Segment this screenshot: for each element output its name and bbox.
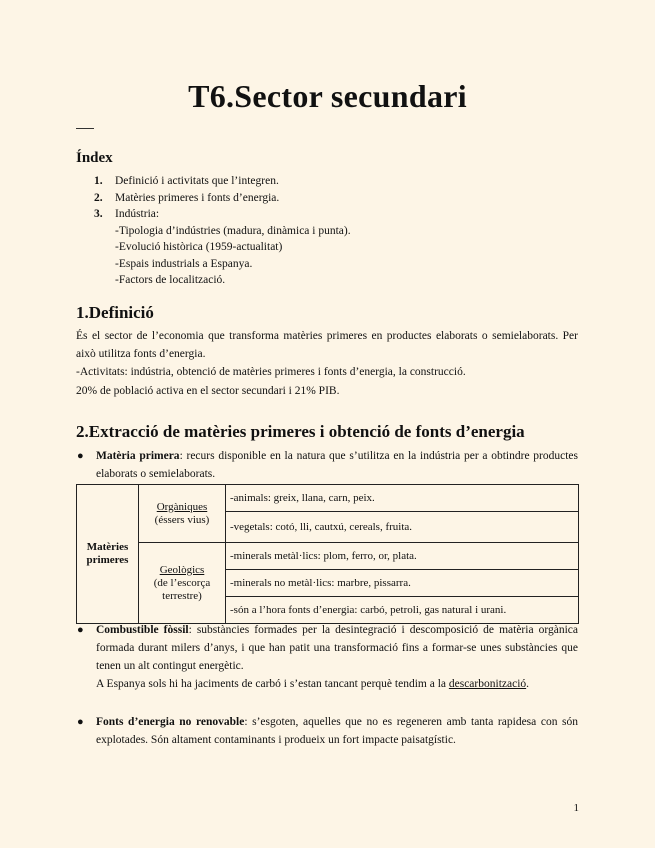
bullet-text: : recurs disponible en la natura que s’utilitza en la indústria per a obtindre productes elaborats o semielaborats. [96, 450, 578, 480]
activities-paragraph: -Activitats: indústria, obtenció de matèries primeres i fonts d’energia, la construcció. [76, 366, 466, 378]
definition-paragraph: És el sector de l’economia que transforma matèries primeres en productes elaborats o semielaborats. Per això utilitza fonts d’energia. [76, 330, 578, 360]
index-subitem: -Espais industrials a Espanya. [115, 257, 253, 270]
geologic-label: Geològics [159, 563, 205, 576]
bullet-icon: ● [77, 624, 84, 636]
bullet-text: : s’esgoten, aquelles que no es regeneren amb tanta rapidesa con són explotades. Són altament contaminants i produeix un fort impacte paisatgístic. [96, 716, 578, 746]
section-1-heading: 1.Definició [76, 303, 154, 322]
index-item-number: 3. [94, 208, 103, 220]
index-item-text: Definició i activitats que l’integren. [115, 175, 279, 187]
title-divider [76, 128, 94, 129]
index-heading: Índex [76, 150, 113, 166]
bullet-icon: ● [77, 450, 84, 462]
index-item-number: 1. [94, 175, 103, 187]
bullet-term: Matèria primera [96, 450, 180, 462]
bullet-text: : substàncies formades per la desintegració i descomposició de matèria orgànica formada durant milers d’anys, i que han patit una transformació fins a formar-se unes substàncies que tenen un alt contingut energètic. [96, 624, 578, 672]
table-subcategory-organic [139, 485, 226, 543]
index-subitem: -Tipologia d’indústries (madura, dinàmica i punta). [115, 224, 351, 237]
index-item-text: Indústria: [115, 208, 160, 220]
index-item-number: 2. [94, 191, 103, 204]
index-item [94, 173, 351, 190]
bullet-term: Combustible fòssil [96, 624, 189, 636]
bullet-fossil-fuel [77, 621, 578, 693]
table-item: -vegetals: cotó, lli, cautxú, cereals, fruita. [226, 512, 579, 543]
index-subitem: -Factors de localització. [115, 274, 226, 286]
geologic-sublabel: (de l’escorça terrestre) [153, 576, 211, 602]
table-item: -minerals no metàl·lics: marbre, pissarra. [226, 570, 579, 597]
bullet-term: Fonts d’energia no renovable [96, 716, 245, 728]
page-number: 1 [573, 802, 579, 814]
table-item: -minerals metàl·lics: plom, ferro, or, plata. [226, 543, 579, 570]
table-subcategory-geologic [139, 543, 226, 624]
statistics-paragraph: 20% de població activa en el sector secundari i 21% PIB. [76, 385, 340, 397]
index-item [94, 190, 351, 207]
bullet-nonrenewable [77, 713, 578, 749]
table-item: -són a l’hora fonts d’energia: carbó, petroli, gas natural i urani. [226, 597, 579, 624]
table-item: -animals: greix, llana, carn, peix. [226, 485, 579, 512]
bullet-extra-text: A Espanya sols hi ha jaciments de carbó i s’estan tancant perquè tendim a la [96, 678, 446, 690]
organic-label: Orgàniques [156, 500, 208, 513]
index-item [94, 206, 351, 223]
organic-sublabel: (éssers vius) [154, 513, 210, 526]
bullet-icon: ● [77, 716, 84, 728]
bullet-raw-material [77, 447, 578, 483]
section-2-heading: 2.Extracció de matèries primeres i obtenció de fonts d’energia [76, 422, 525, 441]
document-title: T6.Sector secundari [188, 78, 467, 114]
bullet-extra-end: . [526, 678, 530, 690]
index-list [94, 173, 351, 289]
index-item-text: Matèries primeres i fonts d’energia. [115, 191, 280, 204]
index-subitem: -Evolució històrica (1959-actualitat) [115, 241, 283, 253]
table-category-cell: Matèries primeres [77, 485, 139, 624]
decarbonization-link-text: descarbonització [448, 678, 527, 690]
raw-materials-table [76, 484, 579, 624]
